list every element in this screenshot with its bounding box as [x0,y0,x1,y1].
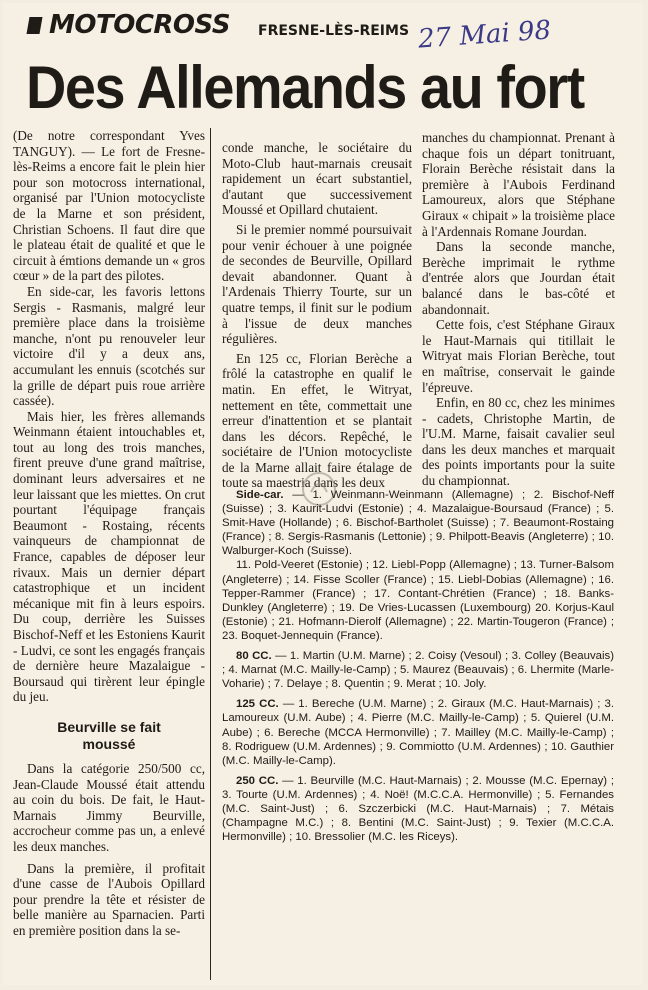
article-column-1 [13,128,205,939]
paragraph: Dans la première, il profitait d'une casse de l'Aubois Opillard pour prendre la tête et résister de belle manière au Sparnacien. Parti en première position dans la se- [13,860,205,938]
results-text: — 1. Weinmann-Weinmann (Allemagne) ; 2. Bischof-Neff (Suisse) ; 3. Kaurit-Ludvi (Estonie) ; 4. Mazalaigue-Boursaud (France) ; 5. Smit-Have (Hollande) ; 6. Bischof-Bartholet (Suisse) ; 7. Beaumont-Rostaing (France) ; 8. Sergis-Rasmanis (Lettonie) ; 9. Philpott-Beavis (Angleterre) ; 10. Walburger-Koch (Suisse). [222,489,614,558]
rubric-label: MOTOCROSS [49,10,231,40]
paragraph: Mais hier, les frères allemands Weinmann étaient intouchables et, tout au long des trois manches, firent preuve d'une grand maîtrise, dominant leurs adversaires et ne leur laissant que les miettes. On crut pourtant l'équipage français Beaumont - Rostaing, récents vainqueurs de championnat de France, capables de déposer leur rivaux. Mais un dernier départ catastrophique et un incident mécanique mit fin à leurs espoirs. Du coup, derrière les Suisses Bischof-Neff et les Estoniens Kaurit - Ludvi, ce sont les engagés français de dernière heure Mazalaigue - Boursaud qui tirèrent leur épingle du jeu. [13,408,205,705]
results-text: — 1. Bereche (U.M. Marne) ; 2. Giraux (M.C. Haut-Marnais) ; 3. Lamoureux (U.M. Aube) ; 4. Pierre (M.C. Mailly-le-Camp) ; 5. Quierel (U.M. Aube) ; 6. Bereche (MCCA Hermonville) ; 7. Mailley (M.C. Mailly-le-Camp) ; 8. Rodriguew (U.M. Ardennes) ; 9. Commiotto (U.M. Ardennes) ; 10. Gauthier (M.C. Mailly-le-Camp). [222,698,614,767]
subheading: Beurville se fait moussé [57,718,161,752]
headline: Des Allemands au fort [26,54,584,121]
results-sidecar [222,488,614,558]
results-80cc [222,649,614,691]
paragraph: (De notre correspondant Yves TANGUY). — Le fort de Fresne-lès-Reims a encore fait le plein hier pour son motocross international, organisé par l'Union motocycliste de la Marne et son président, Christian Schoens. Il faut dire que le plateau était de qualité et que le circuit à émtions demande un « gros cœur » de la part des pilotes. [13,128,205,284]
paragraph: En 125 cc, Florian Berèche a frôlé la catastrophe en qualif le matin. En effet, le Witryat, nettement en tête, commettait une erreur d'inattention et se plantait dans les décors. Repêché, le sociétaire de l'Union motocycliste de la Marne allait faire étalage de toute sa maestria dans les deux [222,350,412,491]
results-text: — 1. Beurville (M.C. Haut-Marnais) ; 2. Mousse (M.C. Epernay) ; 3. Tourte (U.M. Ardennes) ; 4. Noë! (M.C.C.A. Hermonville) ; 5. Fernandes (M.C. Saint-Just) ; 6. Szczerbicki (M.C. Haut-Marnais) ; 7. Métais (Champagne M.C.) ; 8. Bentini (M.C. Saint-Just) ; 9. Texier (M.C.C.A. Hermonville) ; 10. Bressolier (M.C. les Riceys). [222,774,614,844]
results-text: — 1. Martin (U.M. Marne) ; 2. Coisy (Vesoul) ; 3. Colley (Beauvais) ; 4. Marnat (M.C. Mailly-le-Camp) ; 5. Maurez (Beauvais) ; 6. Lhermite (Marle-Voharie) ; 7. Delaye ; 8. Quentin ; 9. Merat ; 10. Joly. [222,650,614,691]
handwritten-date: 27 Mai 98 [417,15,553,55]
article-column-3 [422,130,615,489]
square-bullet-icon [27,17,43,34]
dateline-place: FRESNE-LÈS-REIMS [258,23,410,39]
results-125cc [222,697,614,767]
column-divider [210,128,211,980]
paragraph: manches du championnat. Prenant à chaque fois un départ tonitruant, Florain Berèche résistait dans la première à l'Aubois Ferdinand Lamoureux, alors que Stéphane Giraux « chipait » la troisième place à l'Ardennais Romane Jourdan. [422,130,615,239]
paragraph: conde manche, le sociétaire du Moto-Club haut-marnais creusait rapidement un écart substantiel, d'autant que successivement Moussé et Opillard chutaient. [222,140,412,218]
results-250cc [222,774,614,844]
results-heading: 125 CC. [236,698,279,711]
section-rubric [28,10,230,40]
results-box [222,488,614,850]
paragraph: Cette fois, c'est Stéphane Giraux le Haut-Marnais qui titillait le Witryat mais Florian Berèche, tout en maîtrise, conservait le gainde l'épreuve. [422,317,615,395]
paragraph: Si le premier nommé poursuivait pour venir échouer à une poignée de secondes de Beurville, Opillard devait abandonner. Quant à l'Ardenais Thierry Tourte, sur un quatre temps, il finit sur le podium à l'issue de deux manches régulières. [222,221,412,347]
results-heading: 250 CC. [236,774,279,787]
results-heading: 80 CC. [236,650,272,663]
results-sidecar-cont: 11. Pold-Veeret (Estonie) ; 12. Liebl-Popp (Allemagne) ; 13. Turner-Balsom (Angleterre) ; 14. Fisse Scoller (France) ; 15. Liebl-Dobias (Allemagne) ; 16. Tepper-Rammer (France) ; 17. Contant-Chrétien (France) ; 18. Banks-Dunkley (Angleterre) ; 19. De Vries-Lucassen (Luxembourg) 20. Korjus-Kaul (Estonie) ; 21. Hofmann-Dierolf (Allemagne) ; 22. Martin-Tougeron (France) ; 23. Boquet-Jennequin (France). [222,559,614,642]
results-heading: Side-car. [236,489,284,501]
paragraph: En side-car, les favoris lettons Sergis - Rasmanis, malgré leur première place dans la troisième manche, n'ont pu renouveler leur victoire d'il y a deux ans, accumulant les ennuis (scotchés sur la grille de départ puis roue arrière cassée). [13,283,205,409]
article-column-2 [222,140,412,491]
paragraph: Enfin, en 80 cc, chez les minimes - cadets, Christophe Martin, de l'U.M. Marne, faisait cavalier seul dans les deux manches et marquait des points importants pour la suite du championnat. [422,395,615,489]
paragraph: Dans la catégorie 250/500 cc, Jean-Claude Moussé était attendu au coin du bois. De fait, le Haut-Marnais Jimmy Beurville, accrocheur comme pas un, a enlevé les deux manches. [13,760,205,854]
paragraph: Dans la seconde manche, Berèche imprimait le rythme d'entrée alors que Jourdan était balancé dans le bas-côté et abandonnait. [422,239,615,317]
